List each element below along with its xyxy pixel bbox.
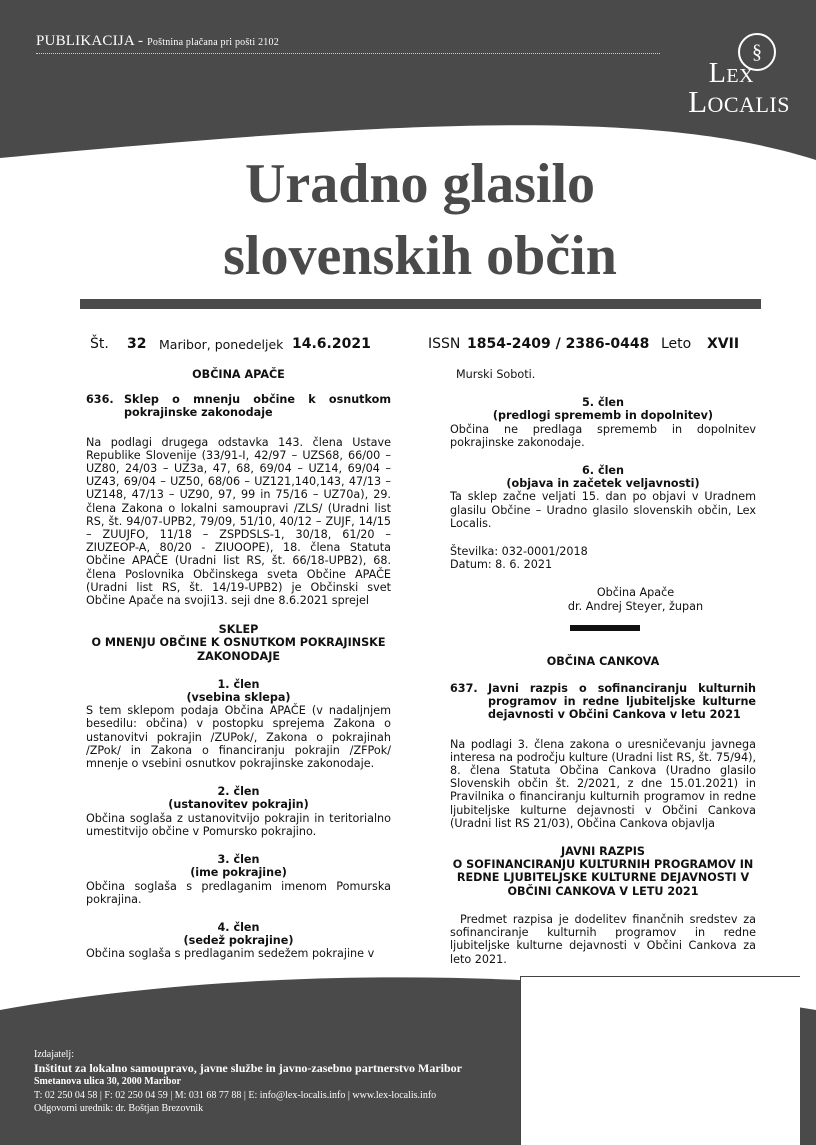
article-name: (objava in začetek veljavnosti) (506, 477, 700, 491)
article-3-heading (86, 853, 391, 879)
article-4-heading (86, 921, 391, 947)
left-column (86, 368, 391, 961)
municipality-heading: OBČINA APAČE (192, 368, 285, 381)
razpis-title-line-1: JAVNI RAZPIS (561, 845, 645, 859)
document-number: Številka: 032-0001/2018 (450, 545, 588, 559)
article-name: (ime pokrajine) (190, 866, 287, 880)
continued-text: Murski Soboti. (456, 368, 536, 381)
article-number: 4. člen (217, 920, 260, 934)
article-1-text: S tem sklepom podaja Občina APAČE (v nadaljnjem besedilu: občina) v postopku sprejema Zakona o ustanovitvi pokrajin /ZUPok/, Zakona o pokrajinah /ZPok/ in Zakona o financiranju pokrajin /ZFPok/ mnenje o vsebini osnutkov pokrajinske zakonodaje. (86, 704, 391, 771)
item-number: 637. (450, 682, 478, 696)
publication-notice (36, 33, 279, 50)
article-number: 1. člen (217, 677, 260, 691)
article-2-text: Občina soglaša z ustanovitvijo pokrajin in teritorialno umestitvijo občine v Pomursko pokrajino. (86, 811, 391, 838)
article-number: 3. člen (217, 853, 260, 867)
year-label: Leto (661, 336, 692, 352)
header-band (0, 0, 816, 160)
item-636 (86, 393, 391, 419)
razpis-title-line-2: O SOFINANCIRANJU KULTURNIH PROGRAMOV IN REDNE LJUBITELJSKE KULTURNE DEJAVNOSTI V OBČINI CANKOVA V LETU 2021 (452, 858, 754, 898)
section-separator (570, 625, 640, 631)
article-number: 5. člen (582, 396, 624, 410)
blank-box (520, 976, 800, 1145)
article-number: 2. člen (217, 785, 260, 799)
municipality-heading-2: OBČINA CANKOVA (546, 654, 660, 668)
article-name: (predlogi sprememb in dopolnitev) (492, 409, 714, 423)
issue-date: 14.6.2021 (292, 336, 371, 352)
issue-number: 32 (127, 336, 147, 352)
postage-note: Poštnina plačana pri pošti 2102 (147, 37, 279, 48)
article-name: (sedež pokrajine) (183, 934, 294, 948)
issn-label: ISSN (428, 336, 461, 352)
signature-name: dr. Andrej Steyer, župan (567, 599, 704, 613)
razpis-text: Predmet razpisa je dodelitev finančnih sredstev za sofinanciranje kulturnih programov in redne ljubiteljske kulturne dejavnosti v Občini Cankova za leto 2021. (450, 912, 756, 966)
year-value: XVII (707, 336, 740, 352)
publication-dash: - (134, 33, 148, 49)
document-title-line-2: O MNENJU OBČINE K OSNUTKOM POKRAJINSKE ZAKONODAJE (91, 636, 386, 663)
article-2-heading (86, 785, 391, 811)
page-title (0, 148, 816, 292)
signature-office: Občina Apače (596, 586, 675, 600)
article-name: (ustanovitev pokrajin) (168, 798, 309, 812)
article-3-text: Občina soglaša s predlaganim imenom Pomurska pokrajina. (86, 879, 391, 906)
issue-number-label: Št. (90, 336, 109, 352)
logo-lex: Lex (708, 58, 754, 89)
document-date: Datum: 8. 6. 2021 (450, 558, 553, 572)
article-5-heading (450, 396, 756, 422)
article-name: (vsebina sklepa) (186, 691, 291, 705)
publication-label: PUBLIKACIJA (36, 33, 135, 49)
title-rule (80, 299, 761, 309)
article-1-heading (86, 678, 391, 704)
logo-localis: Localis (688, 84, 790, 119)
item-number: 636. (86, 393, 114, 407)
publisher-institute: Inštitut za lokalno samoupravo, javne službe in javno-zasebno partnerstvo Maribor (34, 1060, 463, 1075)
dotted-divider (36, 53, 660, 54)
publisher-label: Izdajatelj: (34, 1049, 74, 1060)
article-4-text: Občina soglaša s predlaganim sedežem pokrajine v (86, 947, 375, 961)
item-637 (450, 682, 756, 722)
publisher-address: Smetanova ulica 30, 2000 Maribor (34, 1076, 181, 1087)
razpis-title (450, 845, 756, 898)
title-line-1: Uradno glasilo (244, 153, 596, 215)
intro-paragraph-2: Na podlagi 3. člena zakona o uresničevanju javnega interesa na področju kulture (Uradni list RS, št. 75/94), 8. člena Statuta Občina Cankova (Uradno glasilo Slovenskih občin št. 2/2021, z dne 15.01.2021) in Pravilnika o financiranju kulturnih programov in redne ljubiteljske kulturne dejavnosti v Občini Cankova (Uradni list RS 21/03), Občina Cankova objavlja (450, 737, 756, 830)
publisher-footer (34, 1048, 462, 1116)
publisher-contacts: T: 02 250 04 58 | F: 02 250 04 59 | M: 031 68 77 88 | E: info@lex-localis.info | www.lex-localis.info (34, 1089, 437, 1101)
article-6-heading (450, 464, 756, 490)
title-line-2: slovenskih občin (223, 225, 617, 287)
issn-value: 1854-2409 / 2386-0448 (467, 336, 650, 352)
intro-paragraph: Na podlagi drugega odstavka 143. člena Ustave Republike Slovenije (33/91-I, 42/97 – UZS68, 66/00 – UZ80, 24/03 – UZ3a, 47, 68, 69/04 – UZ14, 69/04 – UZ43, 69/04 – UZ50, 68/06 – UZ121,140,143, 47/13 – UZ148, 47/13 – UZ90, 97, 99 in 75/16 – UZ70a), 29. člena Zakona o lokalni samoupravi /ZLS/ (Uradni list RS, št. 94/07-UPB2, 79/09, 51/10, 40/12 – ZUJF, 14/15 – ZUUJFO, 11/18 – ZSPDSLS-1, 30/18, 61/20 – ZIUZEOP-A, 80/20 - ZIUOOPE), 18. člena Statuta Občine APAČE (Uradni list RS, št. 66/18-UPB2), 68. člena Poslovnika Občinskega sveta Občine APAČE (Uradni list RS, št. 14/19-UPB2) je Občinski svet Občine Apače na svoji13. seji dne 8.6.2021 sprejel (86, 435, 391, 608)
document-title (86, 623, 391, 663)
article-6-text: Ta sklep začne veljati 15. dan po objavi v Uradnem glasilu Občine – Uradno glasilo slovenskih občin, Lex Localis. (450, 490, 756, 530)
article-number: 6. člen (582, 464, 624, 478)
editor-in-chief: Odgovorni urednik: dr. Boštjan Brezovnik (34, 1103, 204, 1114)
document-title-line-1: SKLEP (218, 623, 259, 637)
right-column (450, 368, 756, 966)
item-title: Javni razpis o sofinanciranju kulturnih programov in redne ljubiteljske kulturne dejavnosti v Občini Cankova v letu 2021 (488, 682, 756, 722)
section-seal-icon: § (738, 33, 776, 71)
article-5-text: Občina ne predlaga sprememb in dopolnitev pokrajinske zakonodaje. (450, 422, 756, 449)
item-title: Sklep o mnenju občine k osnutkom pokrajinske zakonodaje (124, 393, 391, 420)
signature-block (450, 586, 756, 612)
issue-place-day: Maribor, ponedeljek (159, 337, 284, 352)
